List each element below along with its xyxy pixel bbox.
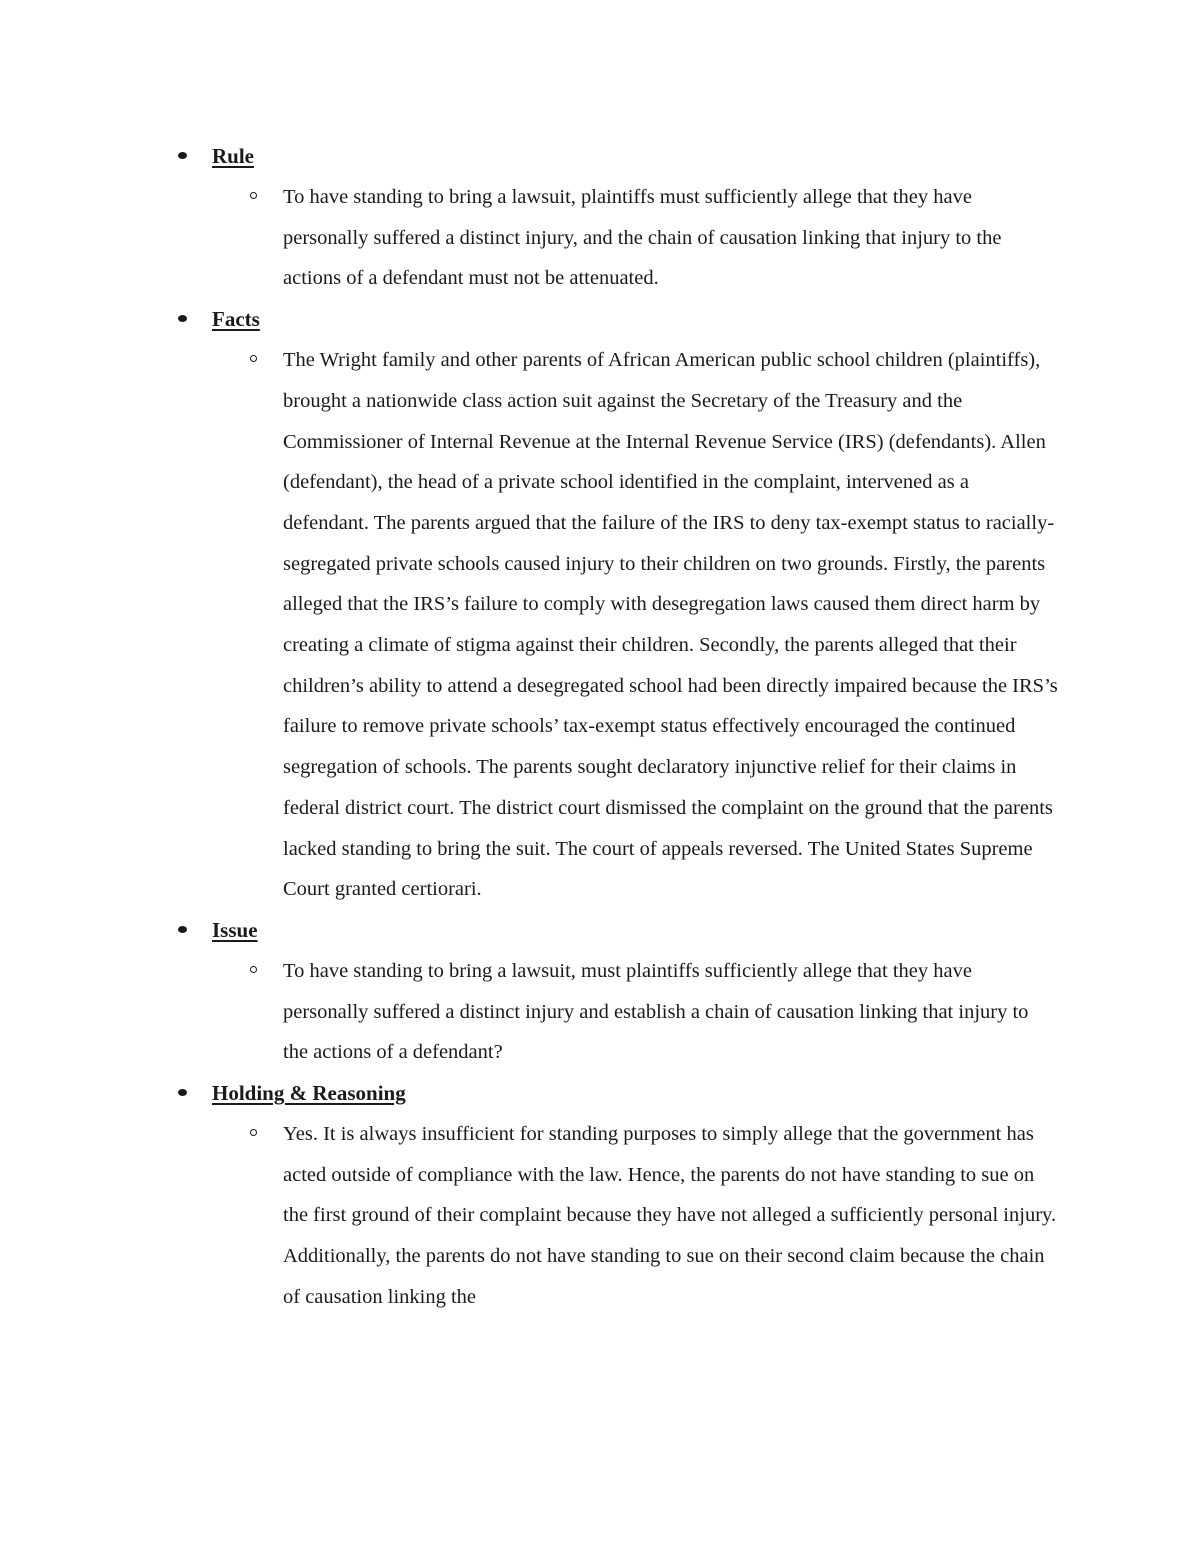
section-heading-row	[0, 299, 1200, 340]
section-paragraph: Yes. It is always insufficient for standing purposes to simply allege that the government has acted outside of compliance with the law. Hence, the parents do not have standing to sue on the first ground of their complaint because they have not alleged a sufficiently personal injury. Additionally, the parents do not have standing to sue on their second claim because the chain of causation linking the	[283, 1123, 1057, 1308]
section-body	[0, 951, 1200, 1073]
bullet-disc-icon	[178, 315, 187, 322]
section-heading-row	[0, 1073, 1200, 1114]
section-heading-row	[0, 910, 1200, 951]
section-paragraph: To have standing to bring a lawsuit, plaintiffs must sufficiently allege that they have personally suffered a distinct injury, and the chain of causation linking that injury to the actions of a defendant must not be attenuated.	[283, 186, 1002, 290]
section-paragraph: To have standing to bring a lawsuit, must plaintiffs sufficiently allege that they have personally suffered a distinct injury and establish a chain of causation linking that injury to the actions of a defendant?	[283, 959, 1029, 1064]
section-rule	[0, 136, 1200, 299]
section-heading: Rule	[212, 144, 254, 168]
case-brief	[0, 136, 1200, 1318]
section-holding-reasoning	[0, 1073, 1200, 1318]
section-body	[0, 1114, 1200, 1318]
bullet-circle-icon	[250, 355, 257, 362]
section-paragraph: The Wright family and other parents of African American public school children (plaintiffs), brought a nationwide class action suit against the Secretary of the Treasury and the Commissioner of Internal Revenue at the Internal Revenue Service (IRS) (defendants). Allen (defendant), the head of a private school identified in the complaint, intervened as a defendant. The parents argued that the failure of the IRS to deny tax-exempt status to racially-segregated private schools caused injury to their children on two grounds. Firstly, the parents alleged that the IRS’s failure to comply with desegregation laws caused them direct harm by creating a climate of stigma against their children. Secondly, the parents alleged that their children’s ability to attend a desegregated school had been directly impaired because the IRS’s failure to remove private schools’ tax-exempt status effectively encouraged the continued segregation of schools. The parents sought declaratory injunctive relief for their claims in federal district court. The district court dismissed the complaint on the ground that the parents lacked standing to bring the suit. The court of appeals reversed. The United States Supreme Court granted certiorari.	[283, 349, 1058, 901]
section-facts	[0, 299, 1200, 910]
section-heading: Holding & Reasoning	[212, 1081, 406, 1106]
section-issue	[0, 910, 1200, 1073]
section-body	[0, 177, 1200, 299]
bullet-disc-icon	[178, 1089, 187, 1096]
bullet-circle-icon	[250, 192, 257, 199]
section-heading: Facts	[212, 307, 260, 332]
bullet-circle-icon	[250, 1129, 257, 1136]
section-heading: Issue	[212, 917, 258, 942]
bullet-circle-icon	[250, 966, 257, 973]
section-heading-row	[0, 136, 1200, 177]
bullet-disc-icon	[178, 152, 187, 159]
section-body	[0, 340, 1200, 910]
bullet-disc-icon	[178, 926, 187, 933]
